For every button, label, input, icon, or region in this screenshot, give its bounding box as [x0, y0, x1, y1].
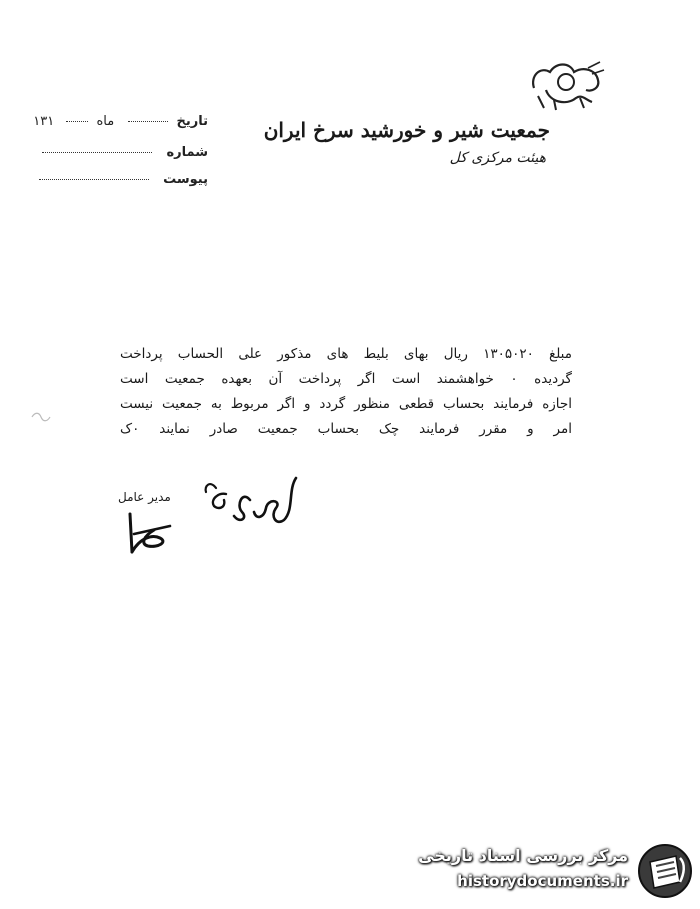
manager-signature-icon [118, 508, 178, 558]
margin-mark-icon [30, 412, 52, 422]
manager-title-label: مدیر عامل [118, 490, 171, 504]
month-dotted-line [66, 121, 88, 122]
organization-name: جمعیت شیر و خورشید سرخ ایران [263, 118, 550, 142]
body-line: مبلغ ۱۳۰۵۰۲۰ ریال بهای بلیط های مذکور علی الحساب پرداخت [120, 346, 572, 362]
archive-watermark [412, 842, 694, 902]
number-field [42, 145, 208, 160]
handwritten-signature-icon [196, 470, 306, 530]
organization-subtitle: هیئت مرکزی کل [449, 150, 546, 166]
attachment-dotted-line [39, 179, 149, 180]
watermark-url: historydocuments.ir [457, 872, 628, 890]
date-label: تاریخ [176, 114, 208, 129]
letter-body [120, 342, 572, 442]
attachment-field [39, 172, 208, 187]
month-label: ماه [96, 114, 115, 129]
number-label: شماره [166, 145, 208, 160]
year-value: ۱۳۱ [33, 114, 55, 129]
number-dotted-line [42, 152, 152, 153]
date-field [33, 114, 208, 129]
date-dotted-line [128, 121, 168, 122]
attachment-label: پیوست [163, 172, 208, 187]
archive-logo-icon [636, 842, 694, 900]
body-line: گردیده ۰ خواهشمند است اگر پرداخت آن بعهده جمعیت است [120, 371, 572, 387]
lion-and-sun-emblem-icon [526, 58, 606, 112]
body-line: امر و مقرر فرمایند چک بحساب جمعیت صادر نمایند ۰ک [120, 421, 572, 437]
body-line: اجازه فرمایند بحساب قطعی منظور گردد و اگر مربوط به جمعیت نیست [120, 396, 572, 412]
watermark-title: مرکز بررسی اسناد تاریخی [418, 846, 628, 865]
